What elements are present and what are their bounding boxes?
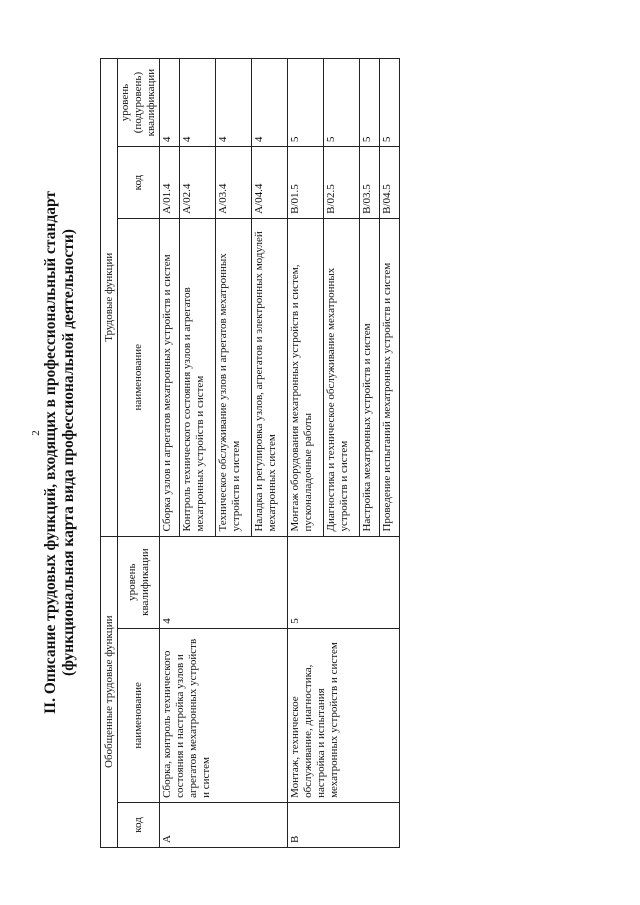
group-code: А: [160, 802, 288, 847]
group-name: Сборка, контроль технического состояния и настройка узлов и агрегатов мехатронных устройств и систем: [160, 628, 288, 802]
header-function-code: код: [118, 147, 160, 219]
header-generalized-functions: Обобщенные трудовые функции: [101, 536, 118, 847]
function-level: 4: [160, 59, 180, 147]
header-labor-functions: Трудовые функции: [101, 59, 118, 537]
function-level: 5: [360, 59, 380, 147]
function-level: 4: [251, 59, 287, 147]
header-name: наименование: [118, 628, 160, 802]
group-level: 5: [288, 536, 400, 628]
function-code: A/02.4: [179, 147, 215, 219]
function-level: 5: [380, 59, 400, 147]
group-name: Монтаж, техническое обслуживание, диагностика, настройка и испытания мехатронных устройств и систем: [288, 628, 400, 802]
function-code: B/03.5: [360, 147, 380, 219]
header-level: уровень квалификации: [118, 536, 160, 628]
function-code: B/01.5: [288, 147, 324, 219]
function-name: Настройка мехатронных устройств и систем: [360, 218, 380, 536]
function-name: Наладка и регулировка узлов, агрегатов и электронных модулей мехатронных систем: [251, 218, 287, 536]
function-code: B/04.5: [380, 147, 400, 219]
header-function-name: наименование: [118, 218, 160, 536]
header-code: код: [118, 802, 160, 847]
function-code: A/03.4: [215, 147, 251, 219]
function-name: Контроль технического состояния узлов и агрегатов мехатронных устройств и систем: [179, 218, 215, 536]
section-title-line-1: II. Описание трудовых функций, входящих в профессиональный стандарт: [42, 191, 59, 714]
group-code: В: [288, 802, 400, 847]
function-code: A/04.4: [251, 147, 287, 219]
function-name: Техническое обслуживание узлов и агрегатов мехатронных устройств и систем: [215, 218, 251, 536]
function-level: 4: [215, 59, 251, 147]
function-name: Диагностика и техническое обслуживание мехатронных устройств и систем: [324, 218, 360, 536]
function-name: Монтаж оборудования мехатронных устройств и систем, пусконаладочные работы: [288, 218, 324, 536]
function-name: Проведение испытаний мехатронных устройств и систем: [380, 218, 400, 536]
section-title: [42, 15, 96, 890]
function-code: B/02.5: [324, 147, 360, 219]
section-title-line-2: (функциональная карта вида профессиональной деятельности): [60, 229, 77, 676]
header-sublevel: уровень (подуровень) квалификации: [118, 59, 160, 147]
table-row: [160, 59, 180, 848]
group-level: 4: [160, 536, 288, 628]
function-level: 5: [288, 59, 324, 147]
page-number: 2: [30, 430, 42, 436]
table-row: [288, 59, 324, 848]
function-code: A/01.4: [160, 147, 180, 219]
function-name: Сборка узлов и агрегатов мехатронных устройств и систем: [160, 218, 180, 536]
function-level: 5: [324, 59, 360, 147]
functional-map-table: [100, 58, 400, 848]
rotated-page-content: [42, 15, 602, 890]
function-level: 4: [179, 59, 215, 147]
